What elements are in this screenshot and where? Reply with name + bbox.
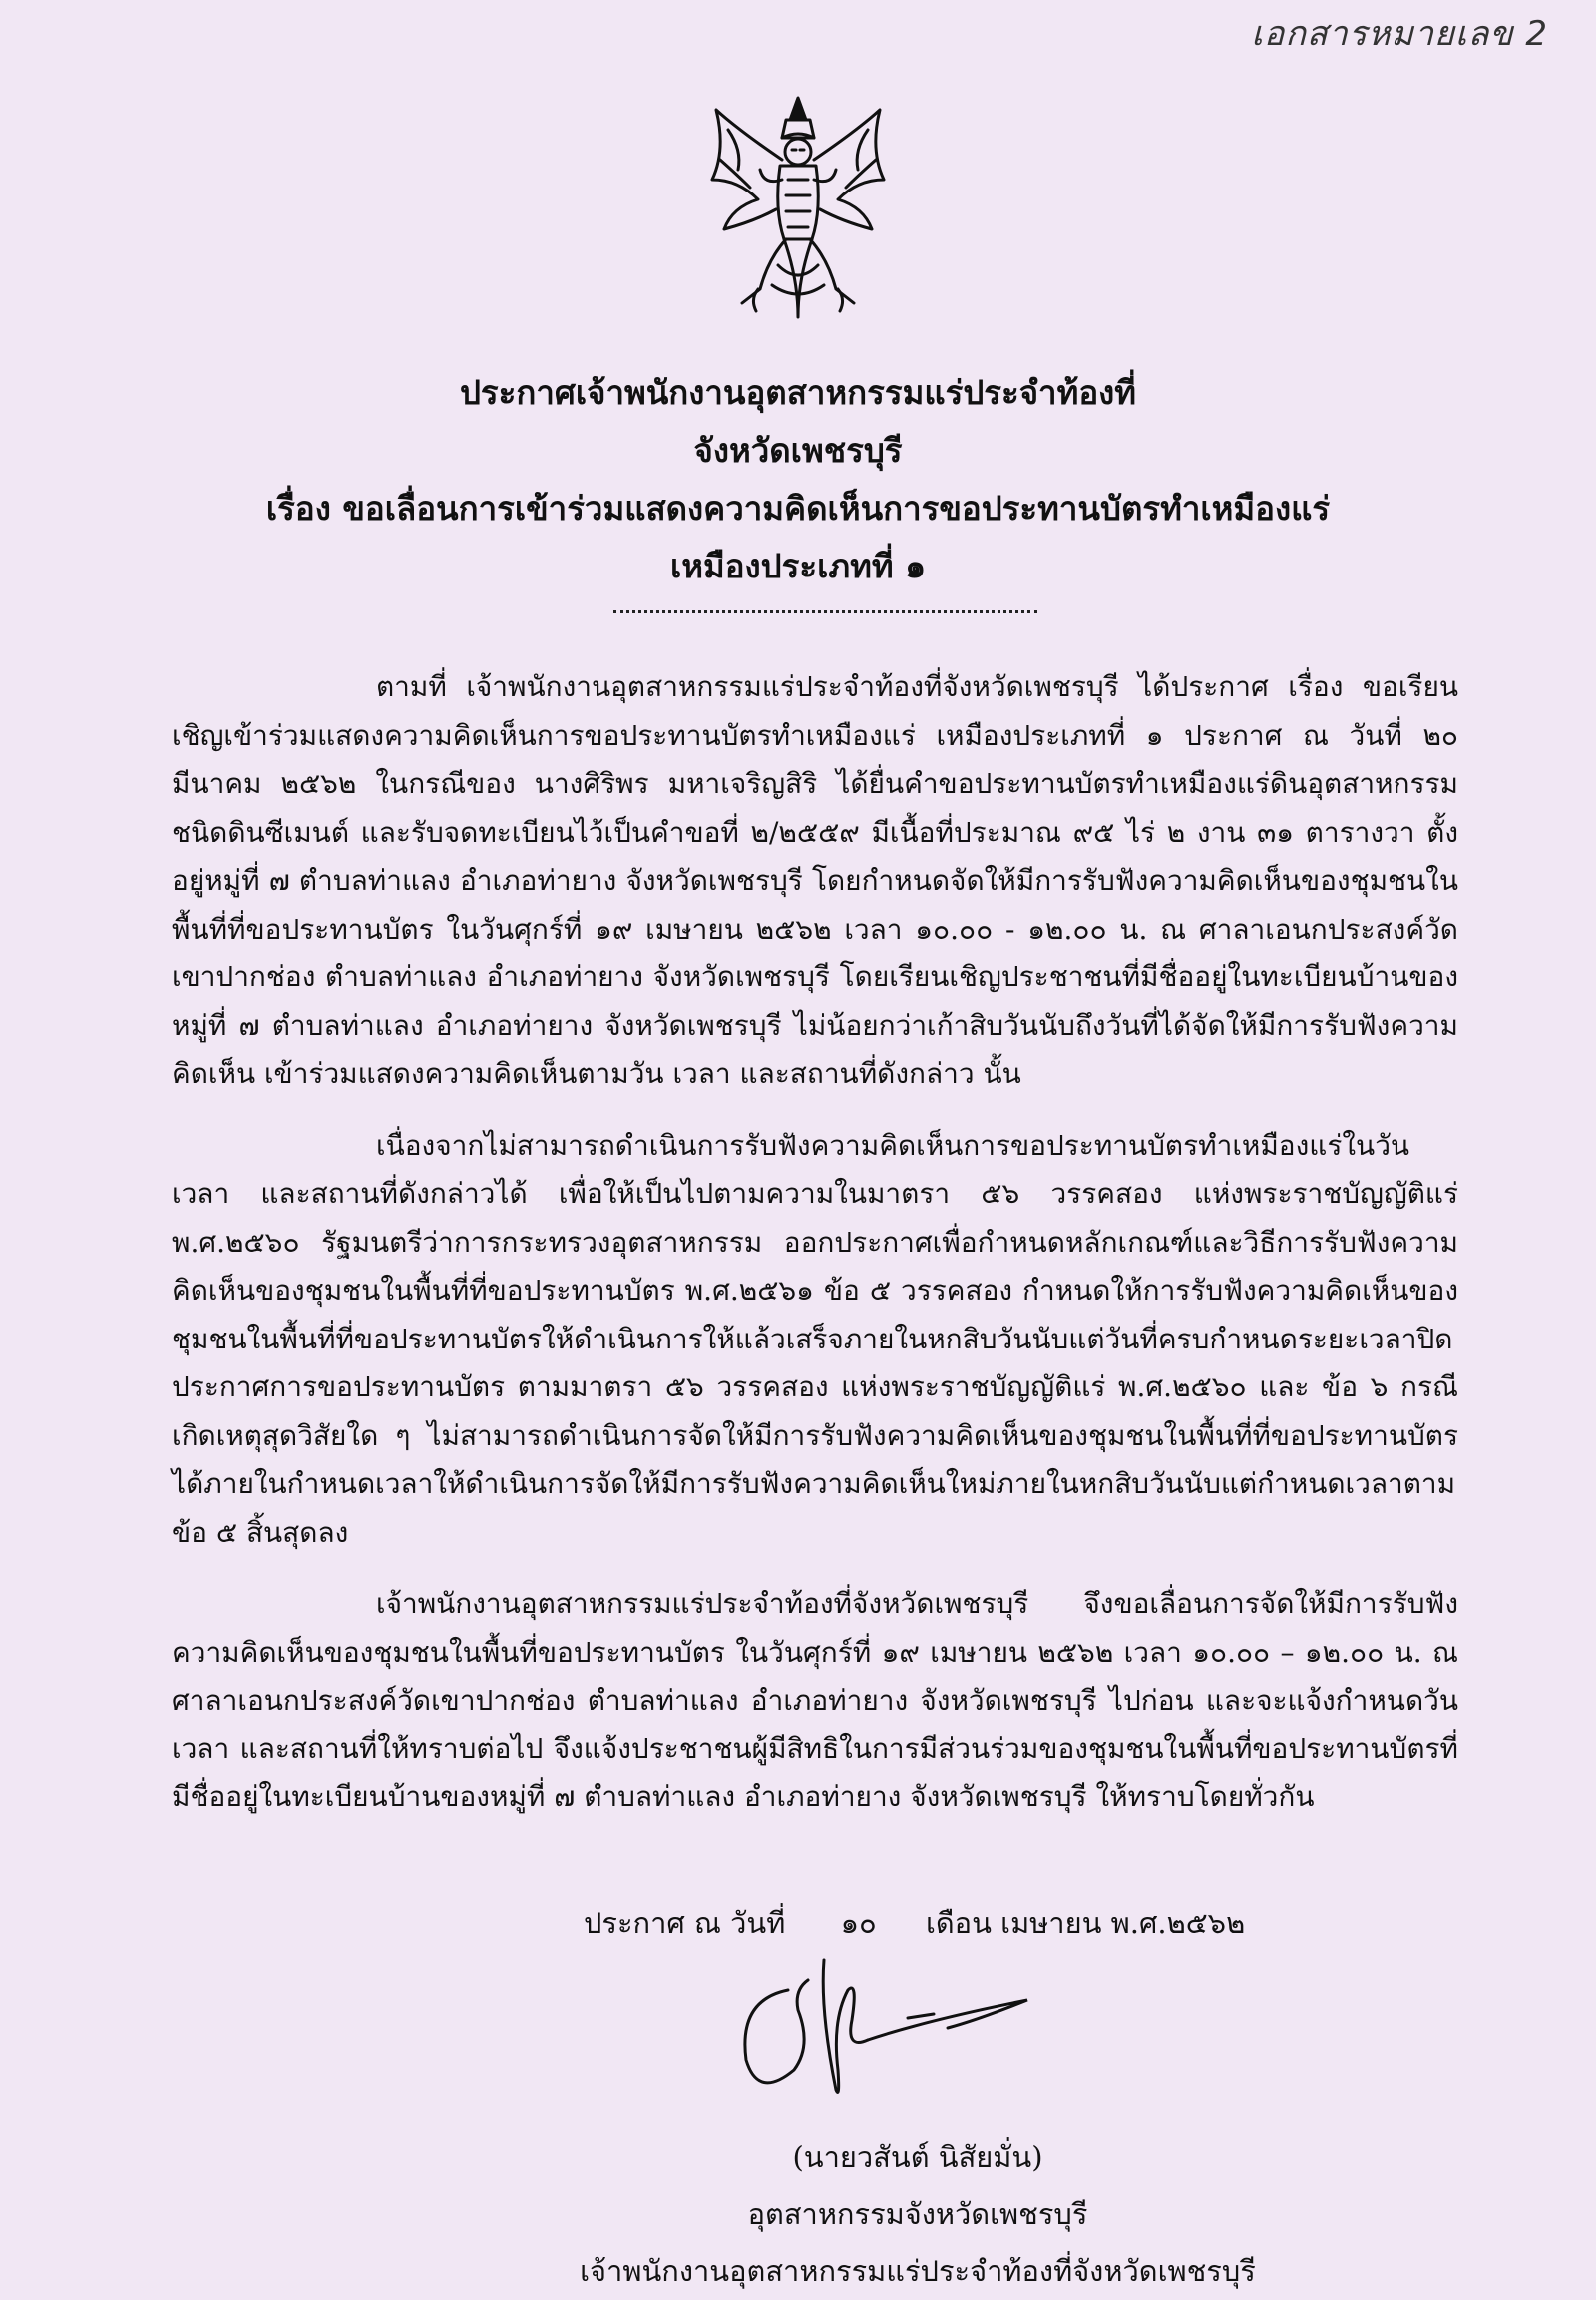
garuda-emblem-icon	[698, 90, 898, 329]
heading-line-1: ประกาศเจ้าพนักงานอุตสาหกรรมแร่ประจำท้องที่	[459, 373, 1137, 412]
date-month: เมษายน	[1000, 1906, 1102, 1940]
body-paragraph-1: ตามที่ เจ้าพนักงานอุตสาหกรรมแร่ประจำท้องที่จังหวัดเพชรบุรี ได้ประกาศ เรื่อง ขอเรียนเชิญเข้าร่วมแสดงความคิดเห็นการขอประทานบัตรทำเหมืองแร่ เหมืองประเภทที่ ๑ ประกาศ ณ วันที่ ๒๐ มีนาคม ๒๕๖๒ ในกรณีของ นางศิริพร มหาเจริญสิริ ได้ยื่นคำขอประทานบัตรทำเหมืองแร่ดินอุตสาหกรรมชนิดดินซีเมนต์ และรับจดทะเบียนไว้เป็นคำขอที่ ๒/๒๕๕๙ มีเนื้อที่ประมาณ ๙๕ ไร่ ๒ งาน ๓๑ ตารางวา ตั้งอยู่หมู่ที่ ๗ ตำบลท่าแลง อำเภอท่ายาง จังหวัดเพชรบุรี โดยกำหนดจัดให้มีการรับฟังความคิดเห็นของชุมชนในพื้นที่ที่ขอประทานบัตร ในวันศุกร์ที่ ๑๙ เมษายน ๒๕๖๒ เวลา ๑๐.๐๐ - ๑๒.๐๐ น. ณ ศาลาเอนกประสงค์วัดเขาปากช่อง ตำบลท่าแลง อำเภอท่ายาง จังหวัดเพชรบุรี โดยเรียนเชิญประชาชนที่มีชื่ออยู่ในทะเบียนบ้านของหมู่ที่ ๗ ตำบลท่าแลง อำเภอท่ายาง จังหวัดเพชรบุรี ไม่น้อยกว่าเก้าสิบวันนับถึงวันที่ได้จัดให้มีการรับฟังความคิดเห็น เข้าร่วมแสดงความคิดเห็นตามวัน เวลา และสถานที่ดังกล่าว นั้น	[172, 670, 1458, 1090]
date-year-label: พ.ศ.	[1110, 1906, 1167, 1940]
dotted-separator	[613, 610, 1037, 613]
signer-title-2: เจ้าพนักงานอุตสาหกรรมแร่ประจำท้องที่จังหวัดเพชรบุรี	[580, 2254, 1256, 2288]
heading-line-2: จังหวัดเพชรบุรี	[693, 431, 903, 470]
date-prefix: ประกาศ ณ วันที่	[584, 1906, 786, 1940]
heading-subject: เรื่อง ขอเลื่อนการเข้าร่วมแสดงความคิดเห็นการขอประทานบัตรทำเหมืองแร่	[265, 489, 1331, 528]
date-day: ๑๐	[840, 1906, 877, 1940]
date-month-label: เดือน	[925, 1906, 992, 1940]
body-paragraph-2: เนื่องจากไม่สามารถดำเนินการรับฟังความคิดเห็นการขอประทานบัตรทำเหมืองแร่ในวัน เวลา และสถานที่ดังกล่าวได้ เพื่อให้เป็นไปตามความในมาตรา ๕๖ วรรคสอง แห่งพระราชบัญญัติแร่ พ.ศ.๒๕๖๐ รัฐมนตรีว่าการกระทรวงอุตสาหกรรม ออกประกาศเพื่อกำหนดหลักเกณฑ์และวิธีการรับฟังความคิดเห็นของชุมชนในพื้นที่ที่ขอประทานบัตร พ.ศ.๒๕๖๑ ข้อ ๕ วรรคสอง กำหนดให้การรับฟังความคิดเห็นของชุมชนในพื้นที่ที่ขอประทานบัตรให้ดำเนินการให้แล้วเสร็จภายในหกสิบวันนับแต่วันที่ครบกำหนดระยะเวลาปิดประกาศการขอประทานบัตร ตามมาตรา ๕๖ วรรคสอง แห่งพระราชบัญญัติแร่ พ.ศ.๒๕๖๐ และ ข้อ ๖ กรณีเกิดเหตุสุดวิสัยใด ๆ ไม่สามารถดำเนินการจัดให้มีการรับฟังความคิดเห็นของชุมชนในพื้นที่ที่ขอประทานบัตรได้ภายในกำหนดเวลาให้ดำเนินการจัดให้มีการรับฟังความคิดเห็นใหม่ภายในหกสิบวันนับแต่กำหนดเวลาตามข้อ ๕ สิ้นสุดลง	[172, 1128, 1458, 1549]
signer-title-1: อุตสาหกรรมจังหวัดเพชรบุรี	[747, 2197, 1088, 2231]
handwritten-document-number: เอกสารหมายเลข 2	[1251, 14, 1548, 54]
announcement-date	[584, 1900, 1245, 1946]
heading-line-4: เหมืองประเภทที่ ๑	[669, 547, 927, 585]
announcement-body	[172, 663, 1458, 1845]
signer-name: (นายวสันต์ นิสัยมั่น)	[792, 2140, 1043, 2174]
body-paragraph-3: เจ้าพนักงานอุตสาหกรรมแร่ประจำท้องที่จังหวัดเพชรบุรี จึงขอเลื่อนการจัดให้มีการรับฟังความคิดเห็นของชุมชนในพื้นที่ขอประทานบัตร ในวันศุกร์ที่ ๑๙ เมษายน ๒๕๖๒ เวลา ๑๐.๐๐ – ๑๒.๐๐ น. ณ ศาลาเอนกประสงค์วัดเขาปากช่อง ตำบลท่าแลง อำเภอท่ายาง จังหวัดเพชรบุรี ไปก่อน และจะแจ้งกำหนดวัน เวลา และสถานที่ให้ทราบต่อไป จึงแจ้งประชาชนผู้มีสิทธิในการมีส่วนร่วมของชุมชนในพื้นที่ขอประทานบัตรที่มีชื่ออยู่ในทะเบียนบ้านของหมู่ที่ ๗ ตำบลท่าแลง อำเภอท่ายาง จังหวัดเพชรบุรี ให้ทราบโดยทั่วกัน	[172, 1587, 1458, 1813]
signature-icon	[728, 1950, 1117, 2109]
date-year: ๒๕๖๒	[1166, 1906, 1246, 1940]
signer-block	[539, 2129, 1297, 2300]
announcement-heading	[100, 364, 1496, 595]
